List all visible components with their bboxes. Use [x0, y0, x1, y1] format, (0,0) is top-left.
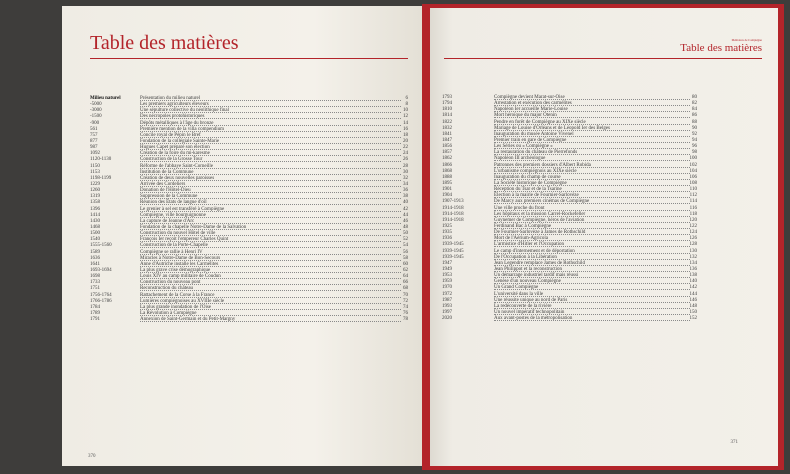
toc-title: Première mention de la villa compendium: [140, 126, 225, 132]
toc-page: 42: [403, 206, 408, 212]
toc-title: Institution de la Commune: [140, 169, 194, 175]
toc-title: Pendre en forêt de Compiègne au XIXe siècle: [494, 119, 586, 125]
toc-page: 98: [692, 150, 697, 156]
toc-date: 1540: [90, 237, 100, 243]
toc-date: 2020: [442, 316, 452, 322]
toc-page: 130: [689, 248, 697, 254]
toc-title: Fondation de la collégiale Sainte-Marie: [140, 138, 220, 144]
toc-title: La restauration du château de Pierrefonds: [494, 150, 578, 156]
toc-title: L'armistice d'Hitler et l'Occupation: [494, 242, 565, 248]
toc-date: 1949: [442, 266, 452, 272]
toc-title: Réception du Tsar et de la Tsarine: [494, 187, 562, 193]
toc-title: Annexion de Saint-Germain et du Petit-Margny: [140, 317, 236, 323]
toc-date: 1972: [442, 291, 452, 297]
toc-date: 1120-1130: [90, 157, 112, 163]
toc-page: 146: [689, 297, 697, 303]
toc-date: 1841: [442, 131, 452, 137]
toc-date: -900: [90, 120, 100, 126]
toc-date: 1636: [90, 255, 100, 261]
toc-title: L'université dans la ville: [494, 291, 544, 297]
toc-page: 20: [403, 138, 408, 144]
toc-date: 1092: [90, 151, 100, 157]
toc-page: 32: [403, 175, 408, 181]
toc-title: Arrivée des Cordeliers: [140, 181, 186, 187]
toc-date: 1430: [90, 218, 100, 224]
toc-title: Les Séries ou « Compiègne »: [494, 144, 553, 150]
toc-page: 118: [689, 211, 697, 217]
toc-date: 1500: [90, 231, 100, 237]
toc-date: 1997: [442, 309, 452, 315]
toc-date: 1589: [90, 249, 100, 255]
toc-title: Jean Philippot et la reconstruction: [494, 266, 563, 272]
toc-page: 112: [689, 193, 697, 199]
toc-page: 70: [403, 292, 408, 298]
toc-page: 66: [403, 280, 408, 286]
toc-title: Un Grand Compiègne: [494, 285, 539, 291]
toc-title: Guynemer de Compiègne, héros de l'aviation: [494, 217, 585, 223]
toc-date: 1904: [442, 193, 452, 199]
toc-entry: [442, 316, 697, 322]
toc-date: 1856: [442, 144, 452, 150]
toc-page: 132: [689, 254, 697, 260]
toc-title: François Ier reçoit l'empereur Charles Quint: [140, 237, 229, 243]
toc-page: 30: [403, 169, 408, 175]
toc-date: 987: [90, 145, 98, 151]
toc-page: 62: [403, 267, 408, 273]
toc-date: 1901: [442, 187, 452, 193]
toc-title: Construction de la Grosse Tour: [140, 157, 203, 163]
toc-date: 1914-1918: [442, 211, 464, 217]
toc-page: 12: [403, 114, 408, 120]
toc-title: Donation de l'Hôtel-Dieu: [140, 188, 191, 194]
toc-date: 1791: [90, 317, 100, 323]
toc-page: 84: [692, 107, 697, 113]
toc-date: 1939-1945: [442, 248, 464, 254]
left-page-number: 370: [88, 454, 96, 459]
toc-date: 1814: [442, 113, 452, 119]
toc-list-left: [90, 96, 408, 323]
toc-title: Construction du nouvel Hôtel de ville: [140, 231, 216, 237]
toc-title: Une ville proche du front: [494, 205, 545, 211]
toc-date: 1468: [90, 224, 100, 230]
toc-page: 78: [403, 317, 408, 323]
toc-title: Dépôts métalliques à l'âge du bronze: [140, 120, 214, 126]
toc-page: 26: [403, 157, 408, 163]
toc-date: 1935: [442, 230, 452, 236]
toc-date: 1914-1918: [442, 217, 464, 223]
toc-page: 122: [689, 223, 697, 229]
toc-date: 1947: [442, 260, 452, 266]
toc-page: 106: [689, 174, 697, 180]
toc-date: Milieu naturel: [90, 96, 121, 101]
toc-page: 48: [403, 224, 408, 230]
toc-title: Jean Legendre remplace James de Rothschild: [494, 260, 585, 266]
toc-page: 24: [403, 151, 408, 157]
toc-page: 150: [689, 309, 697, 315]
toc-date: 877: [90, 138, 98, 144]
toc-title: Ferdinand Bac à Compiègne: [494, 223, 552, 229]
toc-page: 100: [689, 156, 697, 162]
toc-title: De Fournier-Sarlovèze à James de Rothschild: [494, 230, 586, 236]
toc-date: 1970: [442, 285, 452, 291]
toc-page: 36: [403, 188, 408, 194]
toc-date: 1766-1786: [90, 298, 112, 304]
toc-title: Louis XIV au camp militaire de Coudun: [140, 274, 221, 280]
toc-date: 1939-1945: [442, 254, 464, 260]
toc-page: 46: [403, 218, 408, 224]
toc-page: 8: [405, 102, 408, 108]
toc-date: 1756-1764: [90, 292, 112, 298]
toc-title: Arrestation et exécution des carmélites: [494, 101, 572, 107]
toc-date: 1847: [442, 137, 452, 143]
toc-title: Fondation de la chapelle Notre-Dame de la Salvation: [140, 224, 247, 230]
toc-title: Un démarrage industriel tardif mais réussi: [494, 273, 579, 279]
toc-title: Les premiers agriculteurs éleveurs: [140, 102, 209, 108]
toc-date: 1260: [90, 188, 100, 194]
toc-title: Aux avant-postes de la métropolisation: [494, 316, 573, 322]
toc-page: 86: [692, 113, 697, 119]
toc-title: Napoléon Ier accueille Marie-Louise: [494, 107, 568, 113]
toc-title: Compiègne devient Marat-sur-Oise: [494, 95, 565, 100]
toc-page: 16: [403, 126, 408, 132]
toc-title: Reconstruction du château: [140, 286, 194, 292]
toc-title: La plus grande inondation de l'Oise: [140, 304, 212, 310]
toc-title: Élection à la mairie de Fournier-Sarlovèze: [494, 193, 579, 199]
toc-page: 38: [403, 194, 408, 200]
toc-date: 1789: [90, 310, 100, 316]
toc-title: La Révolution à Compiègne: [140, 310, 197, 316]
toc-title: Réforme de l'abbaye Saint-Corneille: [140, 163, 213, 169]
right-page-number: 371: [730, 440, 738, 445]
toc-title: La Société historique de Compiègne: [494, 180, 567, 186]
toc-title: Patronnes des premiers dossiers d'Albert Robida: [494, 162, 591, 168]
toc-page: 28: [403, 163, 408, 169]
toc-title: Construction du nouveau pont: [140, 280, 201, 286]
toc-page: 40: [403, 200, 408, 206]
toc-title: Le grenier à sel est transféré à Compiègne: [140, 206, 225, 212]
toc-date: -5000: [90, 102, 102, 108]
toc-page: 34: [403, 181, 408, 187]
toc-title: Compiègne, ville bourguignonne: [140, 212, 206, 218]
toc-date: 1822: [442, 119, 452, 125]
toc-date: 1888: [442, 174, 452, 180]
toc-title: Miracles à Notre-Dame de Bon-Secours: [140, 255, 221, 261]
toc-title: Anne d'Autriche installe les Carmélites: [140, 261, 219, 267]
toc-title: Genèse d'un nouveau Compiègne: [494, 279, 561, 285]
toc-title: Compiègne se rallie à Henri IV: [140, 249, 203, 255]
toc-title: Napoléon III archéologue: [494, 156, 546, 162]
toc-page: 128: [689, 242, 697, 248]
toc-page: 58: [403, 255, 408, 261]
toc-date: 1987: [442, 297, 452, 303]
toc-date: 1959: [442, 279, 452, 285]
running-head-rule: [444, 58, 762, 59]
toc-list-right: [442, 95, 697, 322]
toc-page: 72: [403, 298, 408, 304]
toc-page: 120: [689, 217, 697, 223]
toc-title: Mariage de Louise d'Orléans et de Léopold Ier des Belges: [494, 125, 610, 131]
toc-page: 22: [403, 145, 408, 151]
toc-page: 116: [689, 205, 697, 211]
toc-date: 1907-1913: [442, 199, 464, 205]
toc-title: Hugues Capet préparé son élection: [140, 145, 210, 151]
toc-page: 124: [689, 230, 697, 236]
toc-date: 1784: [90, 304, 100, 310]
toc-page: 110: [689, 187, 697, 193]
toc-page: 140: [689, 279, 697, 285]
toc-page: 14: [403, 120, 408, 126]
title-rule: [90, 58, 408, 59]
toc-page: 102: [689, 162, 697, 168]
toc-page: 142: [689, 285, 697, 291]
toc-date: 1810: [442, 107, 452, 113]
toc-title: Inauguration du musée Antoine Vivenel: [494, 131, 574, 137]
toc-title: La capture de Jeanne d'Arc: [140, 218, 195, 224]
toc-date: 1319: [90, 194, 100, 200]
toc-title: Création de deux nouvelles paroisses: [140, 175, 215, 181]
toc-page: 82: [692, 101, 697, 107]
toc-page: 60: [403, 261, 408, 267]
toc-page: 74: [403, 304, 408, 310]
toc-date: 1832: [442, 125, 452, 131]
toc-page: 6: [405, 96, 408, 101]
toc-title: Une sépulture collective du néolithique final: [140, 108, 229, 114]
toc-title: De Marcy aux premiers cinémas de Compiègne: [494, 199, 590, 205]
toc-date: 1939-1945: [442, 242, 464, 248]
toc-date: 1925: [442, 223, 452, 229]
toc-date: 1895: [442, 180, 452, 186]
toc-title: Une réussite unique au nord de Paris: [494, 297, 568, 303]
toc-page: 136: [689, 266, 697, 272]
toc-date: 1153: [90, 169, 100, 175]
toc-title: Création de la foire du mi-karesme: [140, 151, 210, 157]
toc-date: 561: [90, 126, 98, 132]
toc-page: 94: [692, 137, 697, 143]
toc-title: Présentation du milieu naturel: [140, 96, 201, 101]
toc-title: Réunion des États de langue d'oïl: [140, 200, 207, 206]
toc-title: Mort héroïque du major Otenin: [494, 113, 557, 119]
toc-entry: [90, 317, 408, 323]
toc-page: 56: [403, 249, 408, 255]
toc-title: Lumières compiégnoises au XVIIIe siècle: [140, 298, 225, 304]
toc-page: 50: [403, 231, 408, 237]
toc-page: 88: [692, 119, 697, 125]
toc-date: 1914-1918: [442, 205, 464, 211]
left-page: [62, 6, 422, 466]
toc-title: Les hôpitaux et la mission Carrel-Rockefeller: [494, 211, 586, 217]
toc-page: 76: [403, 310, 408, 316]
running-head: Table des matières: [680, 42, 762, 54]
toc-title: L'urbanisme compiégnois au XIXe siècle: [494, 168, 577, 174]
toc-page: 54: [403, 243, 408, 249]
toc-page: 126: [689, 236, 697, 242]
page-edge-bar: [424, 8, 430, 466]
toc-title: Le camp d'internement et de déportation: [494, 248, 575, 254]
toc-title: Rattachement de la Corse à la France: [140, 292, 215, 298]
toc-date: 757: [90, 132, 98, 138]
toc-page: 108: [689, 180, 697, 186]
toc-date: 1993: [442, 303, 452, 309]
toc-date: 1794: [442, 101, 452, 107]
toc-title: La redécouverte de la rivière: [494, 303, 552, 309]
toc-page: 18: [403, 132, 408, 138]
toc-page: 152: [689, 316, 697, 322]
toc-date: 1198-1199: [90, 175, 112, 181]
toc-title: Des nécropoles protohistoriques: [140, 114, 205, 120]
toc-title: Un nouvel impératif technopolitain: [494, 309, 565, 315]
toc-date: 1857: [442, 150, 452, 156]
toc-page: 134: [689, 260, 697, 266]
toc-date: 1555-1560: [90, 243, 112, 249]
toc-date: 1733: [90, 280, 100, 286]
toc-page: 92: [692, 131, 697, 137]
toc-page: 68: [403, 286, 408, 292]
toc-page: 148: [689, 303, 697, 309]
toc-title: Construction de la Porte-Chapelle: [140, 243, 208, 249]
toc-date: 1862: [442, 156, 452, 162]
toc-date: -1500: [90, 114, 102, 120]
toc-date: -3000: [90, 108, 102, 114]
toc-title: Mort de l'Aérium-Agricola: [494, 236, 548, 242]
running-head-small: Mémoires de Compiègne: [731, 38, 762, 42]
toc-page: 90: [692, 125, 697, 131]
toc-date: 1936: [442, 236, 452, 242]
toc-date: 1641: [90, 261, 100, 267]
toc-title: De l'Occupation à la Libération: [494, 254, 557, 260]
toc-page: 114: [689, 199, 697, 205]
toc-page: 138: [689, 273, 697, 279]
toc-date: 1698: [90, 274, 100, 280]
toc-date: 1358: [90, 200, 100, 206]
toc-title: Suppression de la Commune: [140, 194, 198, 200]
toc-date: 1693-1694: [90, 267, 112, 273]
toc-date: 1751: [90, 286, 100, 292]
toc-page: 80: [692, 95, 697, 100]
toc-page: 52: [403, 237, 408, 243]
toc-title: Concile royal de Pépin le Bref: [140, 132, 201, 138]
toc-page: 144: [689, 291, 697, 297]
toc-date: 1953: [442, 273, 452, 279]
toc-date: 1866: [442, 162, 452, 168]
toc-title: Premier train en gare de Compiègne: [494, 137, 567, 143]
toc-page: 10: [403, 108, 408, 114]
toc-date: 1793: [442, 95, 452, 100]
toc-title: La plus grave crise démographique: [140, 267, 211, 273]
right-page: [424, 8, 778, 466]
toc-title: Inauguration du champ de course: [494, 174, 561, 180]
toc-date: 1396: [90, 206, 100, 212]
toc-date: 1229: [90, 181, 100, 187]
toc-date: 1868: [442, 168, 452, 174]
toc-page: 104: [689, 168, 697, 174]
toc-page: 44: [403, 212, 408, 218]
page-title: Table des matières: [90, 32, 239, 54]
toc-page: 96: [692, 144, 697, 150]
toc-date: 1414: [90, 212, 100, 218]
toc-date: 1150: [90, 163, 100, 169]
toc-page: 64: [403, 274, 408, 280]
